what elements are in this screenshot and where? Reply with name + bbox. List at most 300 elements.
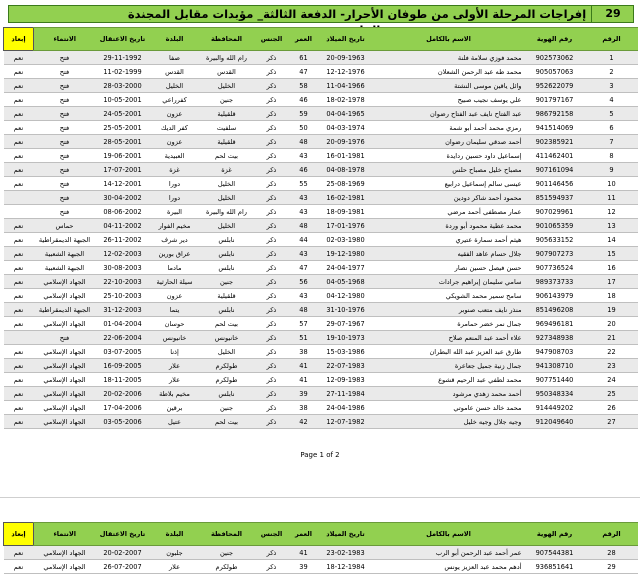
col-sex-cell: ذكر xyxy=(254,247,290,261)
col-age-cell: 48 xyxy=(290,135,318,149)
col-id-cell: 907751440 xyxy=(524,373,586,387)
col-age-cell: 41 xyxy=(290,546,318,560)
table-row xyxy=(4,163,638,177)
table-row xyxy=(4,177,638,191)
col-sex-cell: ذكر xyxy=(254,415,290,429)
col-governorate-cell: جنين xyxy=(200,401,254,415)
col-name-cell: علي يوسف نجيب صبيح xyxy=(374,93,524,107)
col-governorate-cell: خانيونس xyxy=(200,331,254,345)
table-row xyxy=(4,65,638,79)
col-birthdate-cell: 02-03-1980 xyxy=(318,233,374,247)
col-age-cell: 43 xyxy=(290,289,318,303)
col-age-cell: 44 xyxy=(290,233,318,247)
col-governorate-cell: الخليل xyxy=(200,219,254,233)
col-birthdate-cell: 04-08-1978 xyxy=(318,163,374,177)
col-id-cell: 969496181 xyxy=(524,317,586,331)
col-birthdate-cell: 27-11-1984 xyxy=(318,387,374,401)
col-name-cell: محمود أحمد شاكر دودين xyxy=(374,191,524,205)
col-exile-cell: نعم xyxy=(4,373,34,387)
col-age-cell: 58 xyxy=(290,79,318,93)
col-id-cell: 952622079 xyxy=(524,79,586,93)
col-number-cell: 6 xyxy=(586,121,638,135)
col-sex-cell: ذكر xyxy=(254,546,290,560)
col-name-cell: جلال حسام عاهد الفقيه xyxy=(374,247,524,261)
document-title: إفراجات المرحلة الأولى من طوفان الأحرار- الدفعة الثالثة_ مؤبدات مقابل المجندة xyxy=(127,7,587,21)
table-body xyxy=(4,546,638,574)
col-town-cell: خانيونس xyxy=(150,331,200,345)
col-sex-cell: ذكر xyxy=(254,163,290,177)
col-arrest-date-cell: 24-05-2001 xyxy=(96,107,150,121)
col-name-cell: حسن فيصل حسين نصار xyxy=(374,261,524,275)
col-age-cell: 42 xyxy=(290,415,318,429)
table-row xyxy=(4,233,638,247)
col-town-cell: مادما xyxy=(150,261,200,275)
col-exile-cell xyxy=(4,191,34,205)
col-birthdate-cell: 20-09-1963 xyxy=(318,51,374,65)
col-affiliation-cell: الجبهة الشعبية xyxy=(34,247,96,261)
col-exile-cell: نعم xyxy=(4,93,34,107)
col-name-cell: طارق عبد العزيز عبد الله البطران xyxy=(374,345,524,359)
table-row xyxy=(4,79,638,93)
col-id-cell: 947908703 xyxy=(524,345,586,359)
col-governorate-cell: القدس xyxy=(200,65,254,79)
table-row xyxy=(4,107,638,121)
col-birthdate-cell: 12-12-1976 xyxy=(318,65,374,79)
col-id-cell: 907907273 xyxy=(524,247,586,261)
col-affiliation-cell: الجهاد الإسلامي xyxy=(34,275,96,289)
col-sex-cell: ذكر xyxy=(254,401,290,415)
col-name-cell: إسماعيل داود حسين ردايدة xyxy=(374,149,524,163)
col-arrest-date-cell: 30-04-2002 xyxy=(96,191,150,205)
col-arrest-date-cell: 28-05-2001 xyxy=(96,135,150,149)
col-name-cell: جمال نمر خضر حمامرة xyxy=(374,317,524,331)
col-birthdate-cell: 23-02-1983 xyxy=(318,546,374,560)
col-governorate-cell: سلفيت xyxy=(200,121,254,135)
col-age-cell: 50 xyxy=(290,121,318,135)
col-exile-cell: نعم xyxy=(4,51,34,65)
col-age-cell: 48 xyxy=(290,219,318,233)
col-affiliation-cell: فتح xyxy=(34,121,96,135)
col-town-cell: يتما xyxy=(150,303,200,317)
col-id-cell: 907029961 xyxy=(524,205,586,219)
col-number-cell: 22 xyxy=(586,345,638,359)
page-gap xyxy=(0,472,640,497)
table-header-row xyxy=(4,523,638,546)
col-id-cell: 941308710 xyxy=(524,359,586,373)
col-governorate-cell: نابلس xyxy=(200,261,254,275)
col-exile-cell: نعم xyxy=(4,107,34,121)
col-number-cell: 2 xyxy=(586,65,638,79)
table-row xyxy=(4,373,638,387)
col-affiliation-cell: فتح xyxy=(34,65,96,79)
col-id-cell: 989373733 xyxy=(524,275,586,289)
col-name-cell: محمد طه عبد الرحمن الشعلان xyxy=(374,65,524,79)
col-number-cell: 1 xyxy=(586,51,638,65)
col-name-header: الاسم بالكامل xyxy=(374,523,524,546)
col-exile-cell: نعم xyxy=(4,177,34,191)
col-town-cell: الخليل xyxy=(150,79,200,93)
col-birthdate-header: تاريخ الميلاد xyxy=(318,523,374,546)
col-exile-cell: نعم xyxy=(4,135,34,149)
col-name-cell: أدهم محمد عبد العزيز يونس xyxy=(374,560,524,574)
col-age-cell: 61 xyxy=(290,51,318,65)
col-sex-cell: ذكر xyxy=(254,191,290,205)
col-name-cell: مصباح خليل مصباح حلس xyxy=(374,163,524,177)
col-town-cell: دورا xyxy=(150,191,200,205)
col-id-cell: 906143979 xyxy=(524,289,586,303)
col-arrest-date-cell: 25-10-2003 xyxy=(96,289,150,303)
col-age-cell: 43 xyxy=(290,191,318,205)
col-id-cell: 411462401 xyxy=(524,149,586,163)
col-age-cell: 38 xyxy=(290,345,318,359)
col-age-cell: 38 xyxy=(290,401,318,415)
col-birthdate-cell: 04-04-1965 xyxy=(318,107,374,121)
col-id-cell: 907544381 xyxy=(524,546,586,560)
table-row xyxy=(4,317,638,331)
col-name-header: الاسم بالكامل xyxy=(374,28,524,51)
col-governorate-cell: بيت لحم xyxy=(200,149,254,163)
col-name-cell: أحمد محمد زهدي مرشود xyxy=(374,387,524,401)
prisoner-table-continued xyxy=(3,522,638,574)
col-arrest-date-cell: 30-08-2003 xyxy=(96,261,150,275)
col-town-cell: جلبون xyxy=(150,546,200,560)
col-sex-cell: ذكر xyxy=(254,177,290,191)
col-name-cell: عمار مصطفى أحمد مرضي xyxy=(374,205,524,219)
col-name-cell: جمال زنية جميل جعاعرة xyxy=(374,359,524,373)
col-number-header: الرقم xyxy=(586,28,638,51)
col-town-cell: العبيدية xyxy=(150,149,200,163)
col-sex-header: الجنس xyxy=(254,523,290,546)
col-exile-cell: نعم xyxy=(4,289,34,303)
col-number-cell: 5 xyxy=(586,107,638,121)
col-exile-cell xyxy=(4,205,34,219)
col-number-cell: 15 xyxy=(586,247,638,261)
col-sex-cell: ذكر xyxy=(254,331,290,345)
col-affiliation-cell: فتح xyxy=(34,149,96,163)
col-id-cell: 914449202 xyxy=(524,401,586,415)
col-sex-cell: ذكر xyxy=(254,345,290,359)
col-affiliation-cell: حماس xyxy=(34,219,96,233)
col-governorate-cell: قلقيلية xyxy=(200,289,254,303)
col-exile-cell: نعم xyxy=(4,219,34,233)
col-arrest-date-cell: 29-11-1992 xyxy=(96,51,150,65)
col-name-cell: رمزي محمد أحمد أبو شمة xyxy=(374,121,524,135)
col-town-cell: علار xyxy=(150,560,200,574)
col-number-cell: 9 xyxy=(586,163,638,177)
col-arrest-date-cell: 18-11-2005 xyxy=(96,373,150,387)
col-affiliation-cell: الجهاد الإسلامي xyxy=(34,415,96,429)
table-row xyxy=(4,331,638,345)
col-id-cell: 950348334 xyxy=(524,387,586,401)
col-affiliation-header: الانتماء xyxy=(34,28,96,51)
col-affiliation-cell: الجهاد الإسلامي xyxy=(34,289,96,303)
col-town-cell: عراق بورين xyxy=(150,247,200,261)
col-birthdate-cell: 22-07-1983 xyxy=(318,359,374,373)
col-town-cell: البيرة xyxy=(150,205,200,219)
col-exile-cell: نعم xyxy=(4,401,34,415)
col-governorate-cell: الخليل xyxy=(200,177,254,191)
col-age-cell: 43 xyxy=(290,247,318,261)
col-number-cell: 29 xyxy=(586,560,638,574)
col-governorate-cell: قلقيلية xyxy=(200,107,254,121)
col-town-cell: عزون xyxy=(150,135,200,149)
col-age-cell: 59 xyxy=(290,107,318,121)
col-exile-header: إبعاد xyxy=(4,28,34,51)
col-arrest-date-cell: 20-02-2007 xyxy=(96,546,150,560)
col-birthdate-cell: 04-05-1968 xyxy=(318,275,374,289)
col-town-cell: مخيم الفوار xyxy=(150,219,200,233)
col-age-cell: 43 xyxy=(290,149,318,163)
table-row xyxy=(4,93,638,107)
col-governorate-cell: غزة xyxy=(200,163,254,177)
table-row xyxy=(4,387,638,401)
table-body xyxy=(4,51,638,429)
col-id-header: رقم الهوية xyxy=(524,28,586,51)
col-name-cell: محمد لطفي عبد الرحيم قشوع xyxy=(374,373,524,387)
col-affiliation-cell: الجهاد الإسلامي xyxy=(34,345,96,359)
col-exile-cell: نعم xyxy=(4,261,34,275)
col-arrest-date-cell: 03-07-2005 xyxy=(96,345,150,359)
col-id-cell: 901065359 xyxy=(524,219,586,233)
col-affiliation-cell: فتح xyxy=(34,51,96,65)
col-exile-cell xyxy=(4,331,34,345)
col-affiliation-cell: الجهاد الإسلامي xyxy=(34,373,96,387)
col-town-cell: كفرراعي xyxy=(150,93,200,107)
col-exile-cell: نعم xyxy=(4,415,34,429)
col-sex-cell: ذكر xyxy=(254,219,290,233)
col-arrest-date-cell: 17-04-2006 xyxy=(96,401,150,415)
col-exile-cell: نعم xyxy=(4,163,34,177)
col-affiliation-cell: فتح xyxy=(34,79,96,93)
col-age-cell: 46 xyxy=(290,93,318,107)
table-row xyxy=(4,401,638,415)
col-exile-cell: نعم xyxy=(4,79,34,93)
col-age-cell: 39 xyxy=(290,560,318,574)
col-arrest-date-cell: 22-06-2004 xyxy=(96,331,150,345)
col-affiliation-cell: فتح xyxy=(34,205,96,219)
col-governorate-cell: جنين xyxy=(200,546,254,560)
col-name-cell: سامي سليمان إبراهيم جرادات xyxy=(374,275,524,289)
col-governorate-cell: نابلس xyxy=(200,387,254,401)
col-number-cell: 18 xyxy=(586,289,638,303)
col-birthdate-cell: 12-07-1982 xyxy=(318,415,374,429)
col-number-header: الرقم xyxy=(586,523,638,546)
col-age-cell: 46 xyxy=(290,163,318,177)
col-sex-cell: ذكر xyxy=(254,275,290,289)
col-affiliation-header: الانتماء xyxy=(34,523,96,546)
col-town-cell: حوسان xyxy=(150,317,200,331)
col-affiliation-cell: الجهاد الإسلامي xyxy=(34,387,96,401)
col-affiliation-cell: الجهاد الإسلامي xyxy=(34,546,96,560)
col-town-cell: علار xyxy=(150,359,200,373)
col-exile-cell: نعم xyxy=(4,65,34,79)
col-arrest-date-cell: 31-12-2003 xyxy=(96,303,150,317)
table-row xyxy=(4,415,638,429)
col-name-cell: وائل ياقين موسى النشتة xyxy=(374,79,524,93)
col-name-cell: محمد خالد حسن عاموتي xyxy=(374,401,524,415)
col-number-cell: 10 xyxy=(586,177,638,191)
col-arrest-date-cell: 08-06-2002 xyxy=(96,205,150,219)
col-id-cell: 901797167 xyxy=(524,93,586,107)
col-affiliation-cell: الجهاد الإسلامي xyxy=(34,359,96,373)
col-number-cell: 19 xyxy=(586,303,638,317)
col-arrest-date-cell: 19-06-2001 xyxy=(96,149,150,163)
col-arrest-date-cell: 11-02-1999 xyxy=(96,65,150,79)
col-town-header: البلدة xyxy=(150,28,200,51)
col-town-cell: عزون xyxy=(150,107,200,121)
col-birthdate-cell: 04-03-1974 xyxy=(318,121,374,135)
col-id-cell: 936851641 xyxy=(524,560,586,574)
col-name-cell: منذر نايف متعب صنوبر xyxy=(374,303,524,317)
col-town-cell: سيلة الحارثية xyxy=(150,275,200,289)
col-birthdate-cell: 24-04-1977 xyxy=(318,261,374,275)
table-row xyxy=(4,191,638,205)
col-sex-cell: ذكر xyxy=(254,373,290,387)
col-town-cell: مخيم بلاطة xyxy=(150,387,200,401)
col-birthdate-cell: 19-12-1980 xyxy=(318,247,374,261)
col-arrest-date-cell: 01-04-2004 xyxy=(96,317,150,331)
col-exile-cell: نعم xyxy=(4,247,34,261)
col-name-cell: عيسى سالم إسماعيل درابيع xyxy=(374,177,524,191)
col-sex-cell: ذكر xyxy=(254,51,290,65)
col-town-cell: صفا xyxy=(150,51,200,65)
col-number-cell: 20 xyxy=(586,317,638,331)
col-exile-cell: نعم xyxy=(4,387,34,401)
col-age-cell: 47 xyxy=(290,261,318,275)
col-exile-cell: نعم xyxy=(4,560,34,574)
col-arrest-date-cell: 22-10-2003 xyxy=(96,275,150,289)
col-birthdate-cell: 29-07-1967 xyxy=(318,317,374,331)
col-governorate-cell: جنين xyxy=(200,275,254,289)
col-town-cell: علار xyxy=(150,373,200,387)
col-governorate-header: المحافظة xyxy=(200,28,254,51)
col-name-cell: عبد الفتاح نايف عبد الفتاح رضوان xyxy=(374,107,524,121)
col-number-cell: 13 xyxy=(586,219,638,233)
col-exile-cell: نعم xyxy=(4,275,34,289)
col-name-cell: هيثم أحمد سمارة عتيري xyxy=(374,233,524,247)
col-id-cell: 907161094 xyxy=(524,163,586,177)
col-arrest-date-cell: 04-11-2002 xyxy=(96,219,150,233)
col-affiliation-cell: فتح xyxy=(34,93,96,107)
col-birthdate-cell: 24-04-1986 xyxy=(318,401,374,415)
table-row xyxy=(4,121,638,135)
col-governorate-cell: طولكرم xyxy=(200,359,254,373)
table-row xyxy=(4,261,638,275)
col-number-cell: 28 xyxy=(586,546,638,560)
col-governorate-cell: نابلس xyxy=(200,233,254,247)
col-birthdate-cell: 11-04-1966 xyxy=(318,79,374,93)
col-exile-cell: نعم xyxy=(4,233,34,247)
col-sex-cell: ذكر xyxy=(254,560,290,574)
col-arrest-date-cell: 28-03-2000 xyxy=(96,79,150,93)
col-age-cell: 48 xyxy=(290,303,318,317)
col-name-cell: محمد فوزي سلامة فلنة xyxy=(374,51,524,65)
table-row xyxy=(4,546,638,560)
col-affiliation-cell: الجبهة الديمقراطية xyxy=(34,303,96,317)
col-exile-header: إبعاد xyxy=(4,523,34,546)
col-birthdate-cell: 16-01-1981 xyxy=(318,149,374,163)
col-age-cell: 57 xyxy=(290,317,318,331)
col-sex-header: الجنس xyxy=(254,28,290,51)
col-governorate-cell: بيت لحم xyxy=(200,317,254,331)
col-sex-cell: ذكر xyxy=(254,289,290,303)
col-governorate-cell: نابلس xyxy=(200,303,254,317)
col-arrest-date-header: تاريخ الاعتقال xyxy=(96,523,150,546)
col-id-cell: 905633152 xyxy=(524,233,586,247)
col-affiliation-cell: الجهاد الإسلامي xyxy=(34,401,96,415)
col-number-cell: 17 xyxy=(586,275,638,289)
col-number-cell: 3 xyxy=(586,79,638,93)
table-row xyxy=(4,219,638,233)
col-sex-cell: ذكر xyxy=(254,65,290,79)
col-affiliation-cell: الجبهة الشعبية xyxy=(34,261,96,275)
col-id-cell: 927348938 xyxy=(524,331,586,345)
col-arrest-date-cell: 26-07-2007 xyxy=(96,560,150,574)
col-birthdate-cell: 18-09-1981 xyxy=(318,205,374,219)
col-arrest-date-cell: 03-05-2006 xyxy=(96,415,150,429)
col-exile-cell: نعم xyxy=(4,317,34,331)
table-row xyxy=(4,275,638,289)
col-governorate-cell: جنين xyxy=(200,93,254,107)
col-arrest-date-cell: 25-05-2001 xyxy=(96,121,150,135)
col-affiliation-cell: فتح xyxy=(34,331,96,345)
col-id-cell: 986792158 xyxy=(524,107,586,121)
table-row xyxy=(4,560,638,574)
col-affiliation-cell: الجبهة الديمقراطية xyxy=(34,233,96,247)
col-number-cell: 23 xyxy=(586,359,638,373)
col-town-cell: إذنا xyxy=(150,345,200,359)
col-governorate-cell: الخليل xyxy=(200,79,254,93)
col-governorate-cell: طولكرم xyxy=(200,373,254,387)
col-birthdate-header: تاريخ الميلاد xyxy=(318,28,374,51)
col-affiliation-cell: فتح xyxy=(34,135,96,149)
col-age-cell: 47 xyxy=(290,65,318,79)
col-name-cell: علاء أحمد عبد المنعم صلاح xyxy=(374,331,524,345)
col-id-cell: 851496208 xyxy=(524,303,586,317)
col-id-header: رقم الهوية xyxy=(524,523,586,546)
col-id-cell: 905057063 xyxy=(524,65,586,79)
col-birthdate-cell: 18-12-1984 xyxy=(318,560,374,574)
col-age-cell: 41 xyxy=(290,359,318,373)
col-number-cell: 11 xyxy=(586,191,638,205)
col-exile-cell: نعم xyxy=(4,345,34,359)
col-town-header: البلدة xyxy=(150,523,200,546)
col-town-cell: دير شرف xyxy=(150,233,200,247)
table-row xyxy=(4,149,638,163)
col-birthdate-cell: 25-08-1969 xyxy=(318,177,374,191)
col-arrest-date-cell: 20-02-2006 xyxy=(96,387,150,401)
col-sex-cell: ذكر xyxy=(254,79,290,93)
col-sex-cell: ذكر xyxy=(254,303,290,317)
table-row xyxy=(4,359,638,373)
table-header-row xyxy=(4,28,638,51)
col-birthdate-cell: 12-09-1983 xyxy=(318,373,374,387)
col-birthdate-cell: 19-10-1973 xyxy=(318,331,374,345)
col-sex-cell: ذكر xyxy=(254,205,290,219)
col-exile-cell: نعم xyxy=(4,546,34,560)
col-arrest-date-cell: 16-09-2005 xyxy=(96,359,150,373)
col-number-cell: 21 xyxy=(586,331,638,345)
col-sex-cell: ذكر xyxy=(254,93,290,107)
col-governorate-cell: طولكرم xyxy=(200,560,254,574)
col-number-cell: 24 xyxy=(586,373,638,387)
col-affiliation-cell: الجهاد الإسلامي xyxy=(34,317,96,331)
col-sex-cell: ذكر xyxy=(254,387,290,401)
col-sex-cell: ذكر xyxy=(254,149,290,163)
col-sex-cell: ذكر xyxy=(254,107,290,121)
col-governorate-cell: رام الله والبيرة xyxy=(200,205,254,219)
col-number-cell: 8 xyxy=(586,149,638,163)
